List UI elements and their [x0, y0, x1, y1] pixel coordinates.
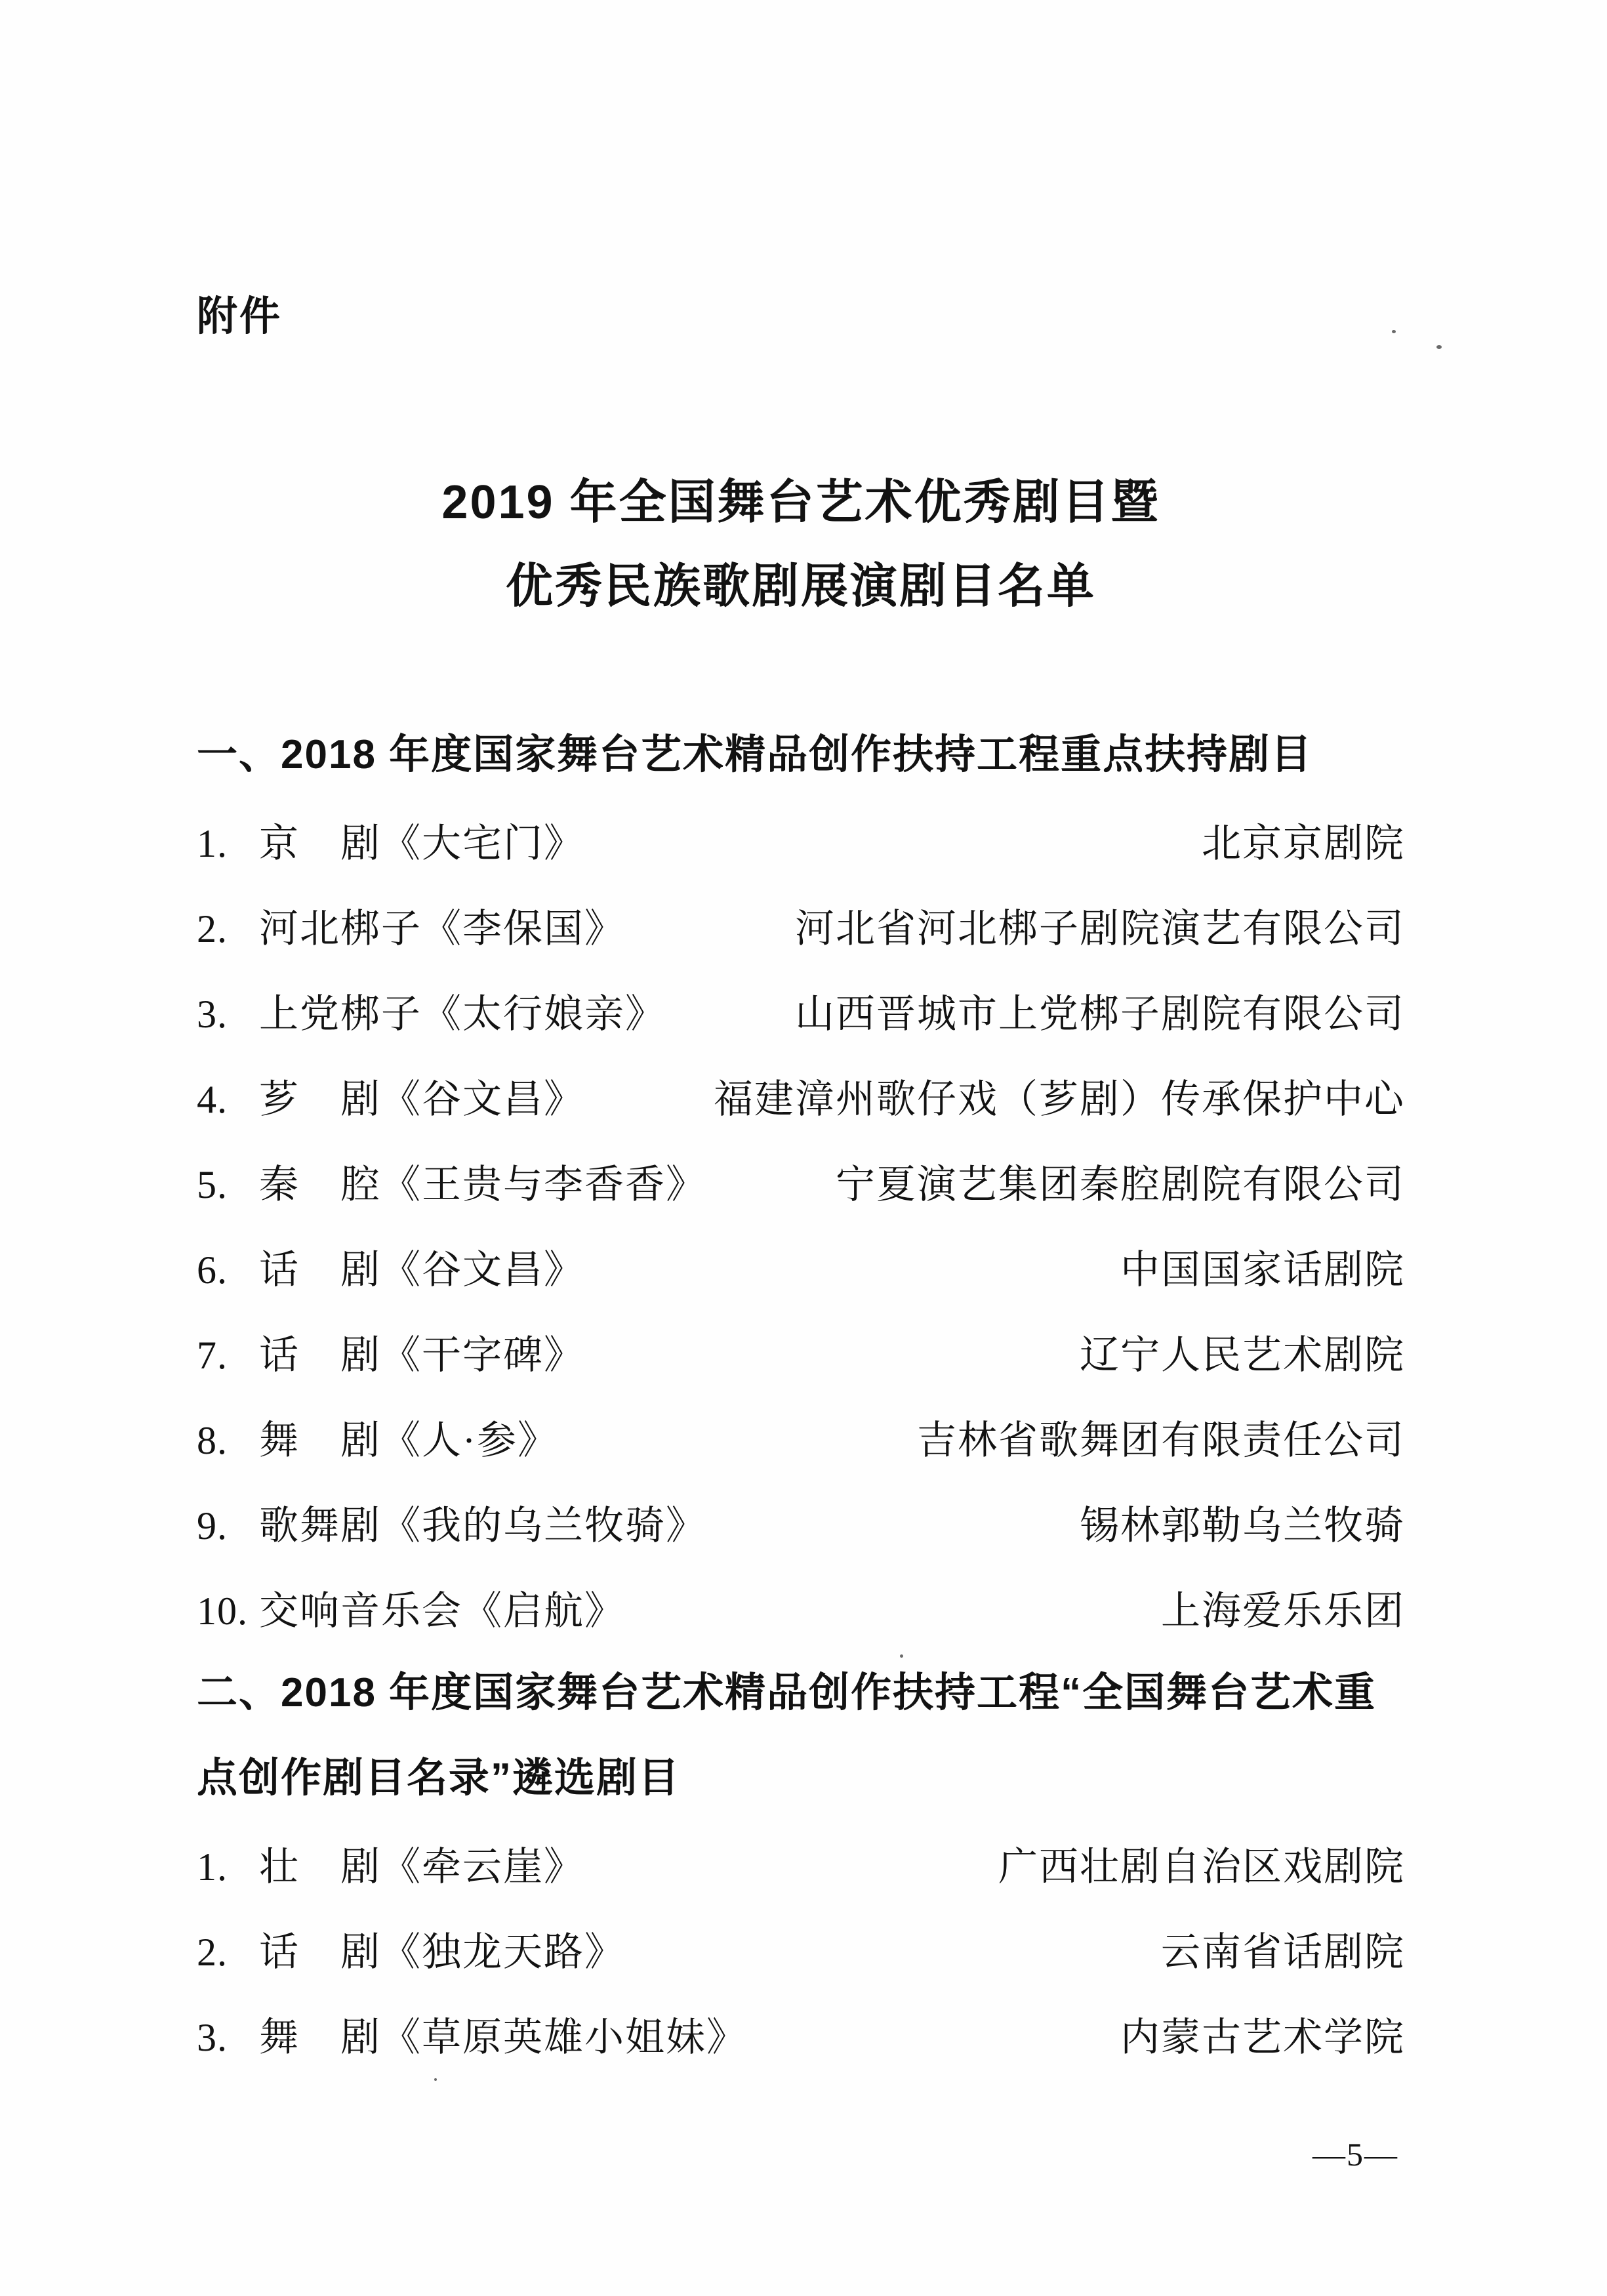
item-title: 京 剧《大宅门》 — [259, 822, 584, 865]
section-heading-line: 二、2018 年度国家舞台艺术精品创作扶持工程“全国舞台艺术重 — [197, 1670, 1377, 1715]
item-number: 1. — [197, 1845, 228, 1889]
section-items — [197, 1821, 1405, 2077]
item-organization: 云南省话剧院 — [1161, 1931, 1405, 1974]
item-organization: 河北省河北梆子剧院演艺有限公司 — [795, 907, 1405, 951]
item-left — [197, 1153, 706, 1210]
item-title: 歌舞剧《我的乌兰牧骑》 — [259, 1504, 706, 1548]
item-organization: 上海爱乐乐团 — [1161, 1589, 1405, 1633]
item-number: 8. — [197, 1419, 228, 1462]
item-title: 壮 剧《牵云崖》 — [259, 1845, 584, 1889]
item-left — [197, 897, 625, 954]
item-title: 芗 剧《谷文昌》 — [259, 1078, 584, 1121]
item-left — [197, 1239, 584, 1295]
item-organization: 宁夏演艺集团秦腔剧院有限公司 — [836, 1163, 1405, 1206]
list-item — [197, 1224, 1405, 1309]
item-left — [197, 1494, 706, 1551]
section-heading-line: 一、2018 年度国家舞台艺术精品创作扶持工程重点扶持剧目 — [197, 732, 1313, 777]
item-number: 10. — [197, 1589, 248, 1633]
item-left — [197, 1068, 584, 1124]
list-item — [197, 1309, 1405, 1395]
section — [197, 1650, 1405, 2077]
item-title: 话 剧《独龙天路》 — [259, 1931, 625, 1974]
item-number: 3. — [197, 2016, 228, 2059]
item-number: 2. — [197, 1931, 228, 1974]
section-heading — [197, 712, 1405, 798]
item-organization: 吉林省歌舞团有限责任公司 — [917, 1419, 1405, 1462]
list-item — [197, 798, 1405, 883]
item-title: 秦 腔《王贵与李香香》 — [259, 1163, 706, 1206]
item-organization: 辽宁人民艺术剧院 — [1080, 1334, 1405, 1377]
item-number: 2. — [197, 907, 228, 951]
item-organization: 山西晋城市上党梆子剧院有限公司 — [795, 993, 1405, 1036]
section-heading-line: 点创作剧目名录”遴选剧目 — [197, 1755, 681, 1801]
scan-speck — [434, 2078, 437, 2081]
item-left — [197, 1324, 584, 1380]
list-item — [197, 1565, 1405, 1650]
scan-speck — [900, 1654, 903, 1658]
item-left — [197, 1580, 625, 1636]
item-title: 话 剧《干字碑》 — [259, 1334, 584, 1377]
item-title: 上党梆子《太行娘亲》 — [259, 993, 666, 1036]
item-number: 7. — [197, 1334, 228, 1377]
document-title-line1: 2019 年全国舞台艺术优秀剧目暨 — [441, 476, 1160, 529]
item-left — [197, 2006, 747, 2062]
list-item — [197, 1395, 1405, 1480]
item-number: 9. — [197, 1504, 228, 1548]
item-organization: 广西壮剧自治区戏剧院 — [998, 1845, 1405, 1889]
item-number: 4. — [197, 1078, 228, 1121]
attachment-label: 附件 — [197, 294, 283, 339]
section-items — [197, 798, 1405, 1650]
item-organization: 内蒙古艺术学院 — [1120, 2016, 1405, 2059]
list-item — [197, 1906, 1405, 1992]
item-left — [197, 1835, 584, 1892]
item-number: 1. — [197, 822, 228, 865]
item-number: 5. — [197, 1163, 228, 1206]
section-heading — [197, 1650, 1405, 1821]
item-organization: 福建漳州歌仔戏（芗剧）传承保护中心 — [714, 1078, 1405, 1121]
list-item — [197, 1054, 1405, 1139]
item-title: 河北梆子《李保国》 — [259, 907, 625, 951]
item-organization: 中国国家话剧院 — [1120, 1248, 1405, 1292]
list-item — [197, 1139, 1405, 1224]
sections — [197, 712, 1405, 2077]
item-number: 3. — [197, 993, 228, 1036]
scan-speck — [1392, 330, 1396, 333]
item-title: 舞 剧《草原英雄小姐妹》 — [259, 2016, 747, 2059]
list-item — [197, 1992, 1405, 2077]
item-left — [197, 812, 584, 869]
list-item — [197, 883, 1405, 968]
item-organization: 锡林郭勒乌兰牧骑 — [1080, 1504, 1405, 1548]
list-item — [197, 1480, 1405, 1565]
list-item — [197, 968, 1405, 1054]
item-organization: 北京京剧院 — [1202, 822, 1405, 865]
document-title-line2: 优秀民族歌剧展演剧目名单 — [505, 560, 1096, 613]
list-item — [197, 1821, 1405, 1906]
item-left — [197, 983, 666, 1039]
item-left — [197, 1921, 625, 1977]
section — [197, 712, 1405, 1650]
item-title: 舞 剧《人·参》 — [259, 1419, 558, 1462]
item-title: 交响音乐会《启航》 — [259, 1589, 625, 1633]
page-number: —5— — [1312, 2136, 1398, 2173]
item-left — [197, 1409, 558, 1466]
document-title — [197, 461, 1405, 628]
item-title: 话 剧《谷文昌》 — [259, 1248, 584, 1292]
scan-speck — [1436, 345, 1442, 349]
item-number: 6. — [197, 1248, 228, 1292]
